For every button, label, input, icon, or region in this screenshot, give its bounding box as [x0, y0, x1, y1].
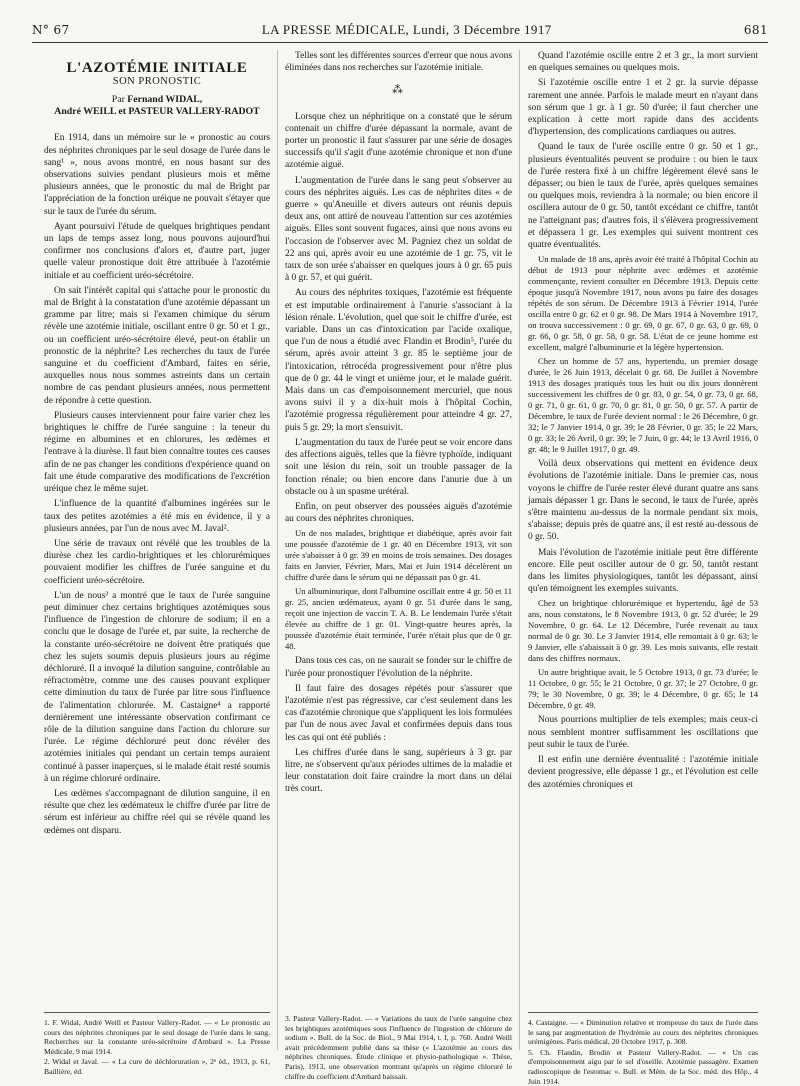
paragraph: On sait l'intérêt capital qui s'attache pour le pronostic du mal de Bright à la constatation d'une azotémie dépassant un gramme par litre; mais si l'examen chimique du sérum révèle une azotémie initiale, oscillant entre 0 gr. 50 et 1 gr., ou un coefficient uréo-sécrétoire élevé, peut-on établir un pronostic de la néphrite? Les recherches du taux de l'urée sanguine et du coefficient d'Ambard, faites en série, auxquelles nous nous sommes astreints dans un certain nombre de cas pendant plusieurs années, nous permettent de répondre à cette question.: [44, 285, 270, 406]
authors-line-1: Fernand WIDAL,: [127, 94, 203, 106]
footnote: 4. Castaigne. — « Diminution relative et trompeuse du taux de l'urée dans le sang par augmentation de l'hydrémie au cours des néphrites chroniques urémigènes. Paris médical, 20 Octobre 1917, p. 308.: [528, 1018, 758, 1047]
column-3: [528, 50, 758, 1010]
footnotes-column-1: [44, 1018, 270, 1078]
paragraph: Enfin, on peut observer des poussées aiguës d'azotémie au cours des néphrites chroniques.: [285, 501, 512, 525]
issue-number: N° 67: [32, 23, 70, 37]
paragraph: Telles sont les différentes sources d'erreur que nous avons éliminées dans nos recherches sur l'azotémie initiale.: [285, 51, 512, 74]
case-paragraph: Chez un homme de 57 ans, hypertendu, un premier dosage d'urée, le 26 Juin 1913, décelait 0 gr. 68. De Juillet à Novembre 1913 des dosages pratiqués tous les huit ou dix jours donnèrent successivement les chiffres de 0 gr. 83, 0 gr. 54, 0 gr. 73, 0 gr. 68, 0 gr. 71, 0 gr. 61, 0 gr. 70, 0 gr. 81, 0 gr. 50, 0 gr. 57. A partir de Décembre, le taux de l'urée devient normal : le 26 Décembre, 0 gr. 32; le 7 Janvier 1914, 0 gr. 39; le 28 Février, 0 gr. 35; le 22 Mars, 0 gr. 33; le 26 Avril, 0 gr. 39; le 7 Juin, 0 gr. 44; le 13 Avril 1916, 0 gr. 48; le 9 Juillet 1917, 0 gr. 49.: [528, 356, 758, 455]
case-paragraph: Un malade de 18 ans, après avoir été traité à l'hôpital Cochin au début de 1913 pour néphrite avec œdèmes et azotémie commençante, revient consulter en Décembre 1913. Depuis cette époque jusqu'à Novembre 1917, nous avons pu faire des dosages répétés de son sérum. De Décembre 1913 à Février 1914, l'urée oscilla entre 0 gr. 62 et 0 gr. 98. De Mars 1914 à Novembre 1917, on trouva successivement : 0 gr. 69, 0 gr. 67, 0 gr. 63, 0 gr. 69, 0 gr. 66, 0 gr. 58, 0 gr. 58, 0 gr. 58. L'état de ce jeune homme est excellent, malgré l'albuminurie et la légère hypertension.: [528, 254, 758, 353]
paragraph: Les chiffres d'urée dans le sang, supérieurs à 3 gr. par litre, ne s'observent qu'aux périodes ultimes de la maladie et leur constatation doit faire craindre la mort dans un délai très court.: [285, 747, 512, 795]
authors-by: Par: [111, 94, 125, 106]
paragraph: Quand le taux de l'urée oscille entre 0 gr. 50 et 1 gr., plusieurs éventualités peuvent se produire : ou bien le taux de l'urée restera fixé à un chiffre légèrement élevé sans le dépasser; ou bien le taux de l'urée, après quelques semaines ou quelques mois, reviendra à la normale; ou bien encore il oscillera autour de 0 gr. 50, tantôt excédant ce chiffre, tantôt ne l'atteignant pas; d'autres fois, il s'élèvera progressivement et dépassera 1 gr. Les exemples qui suivent montrent ces quatre éventualités.: [528, 142, 758, 251]
case-paragraph: Chez un brightique chlorurémique et hypertendu, âgé de 53 ans, nous constatons, le 8 Novembre 1913, 0 gr. 52 d'urée; le 29 Novembre, 0 gr. 64. Le 12 Décembre, l'urée revenait au taux normal de 0 gr. 30. Le 3 Janvier 1914, elle remontait à 0 gr. 63; le 9 Janvier, elle s'abaissait à 0 gr. 39. Les mois suivants, elle restait dans des chiffres normaux.: [528, 598, 758, 664]
case-paragraph: Un autre brightique avait, le 5 Octobre 1913, 0 gr. 73 d'urée; le 11 Octobre, 0 gr. 55; le 21 Octobre, 0 gr. 37; le 27 Octobre, 0 gr. 79; le 30 Novembre, 0 gr. 39; le 4 Décembre, 0 gr. 65; le 14 Décembre, 0 gr. 49.: [528, 667, 758, 711]
footnote-rule: [528, 1012, 758, 1013]
paragraph: Mais l'évolution de l'azotémie initiale peut être différente encore. Elle peut osciller autour de 0 gr. 50, tantôt restant dans les limites physiologiques, tantôt les dépassant, ainsi qu'en témoignent les exemples suivants.: [528, 547, 758, 595]
article-title: L'AZOTÉMIE INITIALE: [66, 60, 248, 76]
paragraph: Plusieurs causes interviennent pour faire varier chez les brightiques le chiffre de l'urée sanguine : la teneur du régime en albumines et en chlorures, les œdèmes et l'entrave à la diurèse. Il faut bien connaître toutes ces causes afin de ne pas changer les conditions d'expérience quand on fait une étude comparative des modifications de l'excrétion uréique chez le même sujet.: [44, 410, 270, 495]
paragraph: En 1914, dans un mémoire sur le « pronostic au cours des néphrites chroniques par le seul dosage de l'urée dans le sang¹ », nous avons montré, en nous basant sur des observations suivies pendant plusieurs mois et même plusieurs années, que le pronostic du mal de Bright par l'appréciation de la fonction uréique ne pouvait s'étayer que sur le taux de l'urée du sérum.: [44, 133, 270, 217]
paragraph: Ayant poursuivi l'étude de quelques brightiques pendant un laps de temps assez long, nous pouvons aujourd'hui confirmer nos conclusions d'alors et, d'autre part, juger quelle valeur pronostique doit être attribuée à l'azotémie initiale et au coefficient uréo-sécrétoire.: [44, 221, 270, 281]
paragraph: Il est enfin une dernière éventualité : l'azotémie initiale devient progressive, elle dépasse 1 gr., et l'évolution est celle des azotémies chroniques et: [528, 755, 758, 790]
paragraph: Lorsque chez un néphritique on a constaté que le sérum contenait un chiffre d'urée dépassant la normale, avant de porter un pronostic il faut s'assurer par une série de dosages successifs qu'il s'agit d'une azotémie chronique et non d'une azotémie aiguë.: [285, 111, 512, 171]
paragraph: Dans tous ces cas, on ne saurait se fonder sur le chiffre de l'urée pour pronostiquer l'évolution de la néphrite.: [285, 656, 512, 679]
column-divider: [277, 50, 278, 1050]
case-paragraph: Un albuminurique, dont l'albumine oscillait entre 4 gr. 50 et 11 gr. 25, ancien œdémateux, ayant 0 gr. 51 d'urée dans le sang, reçoit une injection de vaccin T. A. B. Le lendemain l'urée s'était élevée au chiffre de 1 gr. 01. Vingt-quatre heures après, la poussée d'azotémie était terminée, l'urée n'était plus que de 0 gr. 48.: [285, 586, 512, 652]
paragraph: Au cours des néphrites toxiques, l'azotémie est fréquente et est imputable ordinairement à l'anurie s'associant à la lésion rénale. L'évolution, quel que soit le chiffre d'urée, est variable. Dans un cas d'intoxication par l'acide oxalique, que l'un de nous a étudié avec Flandin et Brodin⁵, l'urée du sérum, après avoir atteint 3 gr. 85 le septième jour de l'intoxication, rétrocéda progressivement pour n'être plus que de 0 gr. 44 le vingt et unième jour, et le malade guérit. Mais dans un cas d'empoisonnement mercuriel, que nous avons suivi il y a dix-huit mois à l'hôpital Cochin, l'azotémie progressa régulièrement pour atteindre 4 gr. 27, puis 5 gr. 29; la mort s'ensuivit.: [285, 288, 512, 433]
section-separator: ⁂: [392, 84, 405, 97]
paragraph: L'augmentation de l'urée dans le sang peut s'observer au cours des néphrites aiguës. Les cas de néphrites dites « de guerre » qu'Aneuille et divers auteurs ont réunis depuis deux ans, ont attiré de nouveau l'attention sur ces azotémies aiguës. Elles sont souvent fugaces, ainsi que nous avons eu l'occasion de l'observer avec M. Pagniez chez un soldat de 22 ans qui, après avoir eu une azotémie de 1 gr. 75, vit le taux de son urée s'abaisser en quelques jours à 0 gr. 65 puis à 0 gr. 57, et qui guérit.: [285, 175, 512, 284]
paragraph: L'augmentation du taux de l'urée peut se voir encore dans des affections aiguës, telles que la fièvre typhoïde, indiquant soit une lésion du rein, soit un trouble passager de la fonction rénale; ou bien encore dans l'anurie due à un obstacle ou à un spasme urétéral.: [285, 437, 512, 497]
masthead: LA PRESSE MÉDICALE, Lundi, 3 Décembre 1917: [261, 22, 552, 37]
footnotes-column-2: [285, 1014, 512, 1081]
paragraph: Quand l'azotémie oscille entre 2 et 3 gr., la mort survient en quelques semaines ou quelques mois.: [528, 51, 758, 74]
page-header: [32, 22, 768, 40]
footnotes-column-3: [528, 1018, 758, 1086]
column-divider: [519, 50, 520, 1050]
footnote: 1. F. Widal, André Weill et Pasteur Vallery-Radot. — « Le pronostic au cours des néphrites chroniques par le seul dosage de l'urée dans le sang. Recherches sur la constante uréo-sécrétoire d'Ambard ». La Presse Médicale, 9 mai 1914.: [44, 1018, 270, 1056]
paragraph: Si l'azotémie oscille entre 1 et 2 gr. la survie dépasse rarement une année. Parfois le malade meurt en n'ayant dans son sérum que 1 gr. à 1 gr. 50 d'urée; il faut chercher une explication à cette mort rapide dans des accidents d'hypertension, des complications cardiaques ou autres.: [528, 78, 758, 138]
page-number: 681: [743, 23, 768, 37]
footnote: 3. Pasteur Vallery-Radot. — « Variations du taux de l'urée sanguine chez les brightiques azotémiques sous l'influence de l'ingestion de chlorure de sodium ». Bull. de la Soc. de Biol., 9 Mai 1914, t. I, p. 760. André Weill avait précédemment publié dans sa thèse (« L'azotémie au cours des néphrites chroniques. Étude clinique et physio-pathologique ». Thèse, Paris), 1913, une observation montrant qu'après un régime chloruré le chiffre du coefficient d'Ambard baissait.: [285, 1014, 512, 1081]
footnote: 2. Widal et Javal. — « La cure de déchloruration », 2ᵉ éd., 1913, p. 61, Baillière, éd.: [44, 1057, 270, 1076]
column-1: [44, 50, 270, 1010]
footnote: 5. Ch. Flandin, Brodin et Pasteur Vallery-Radot. — « Un cas d'empoisonnement aigu par le sel d'oseille. Azotémie passagère. Examen radioscopique de l'estomac ». Bull. et Mém. de la Soc. méd. des Hôp., 4 Juin 1914.: [528, 1047, 758, 1086]
footnote-rule: [44, 1012, 270, 1013]
paragraph: Les œdèmes s'accompagnant de dilution sanguine, il en résulte que chez les œdémateux le chiffre d'urée par litre de sérum est inférieur au chiffre réel qui se révèle quand les œdèmes ont disparu.: [44, 788, 270, 836]
paragraph: Voilà deux observations qui mettent en évidence deux évolutions de l'azotémie initiale. Dans le premier cas, nous voyons le chiffre de l'urée rester élevé durant quatre ans sans jamais dépasser 1 gr. Dans le second, le taux de l'urée, après s'être maintenu au-dessus de la normale pendant six mois, s'abaisse; depuis près de quatre ans, il est resté au-dessous de 0 gr. 50.: [528, 459, 758, 543]
header-rule: [32, 42, 768, 43]
column-2: [285, 50, 512, 1010]
article-authors: [44, 94, 270, 118]
case-paragraph: Un de nos malades, brightique et diabétique, après avoir fait une poussée d'azotémie de 1 gr. 40 en Décembre 1913, vit son urée s'abaisser à 0 gr. 39 en moins de trois semaines. Des dosages faits en Janvier, Février, Mars, Mai et Juin 1914 décelèrent un chiffre d'urée dans le sérum qui ne dépassait pas 0 gr. 41.: [285, 528, 512, 583]
authors-line-2: André WEILL et PASTEUR VALLERY-RADOT: [54, 106, 260, 118]
paragraph: Il faut faire des dosages répétés pour s'assurer que l'azotémie n'est pas régressive, car c'est seulement dans les cas d'azotémie chronique que s'appliquent les lois formulées par l'un de nous avec Javal et confirmées depuis dans tous les cas qui ont été publiés :: [285, 683, 512, 743]
paragraph: L'influence de la quantité d'albumines ingérées sur le taux des petites azotémies a été mis en évidence, il y a plusieurs années, par l'un de nous avec M. Javal².: [44, 499, 270, 534]
paragraph: Une série de travaux ont révélé que les troubles de la diurèse chez les cardio-brightiques et les chlorurémiques pouvaient modifier les chiffres de l'urée sanguine et du coefficient uréo-sécrétoire.: [44, 538, 270, 586]
paragraph: L'un de nous³ a montré que le taux de l'urée sanguine peut diminuer chez certains brightiques azotémiques sous l'influence de l'ingestion de chlorure de sodium; il en a conclu que le dosage de l'urée et, par suite, la recherche de la constante uréo-sécrétoire ne doivent être pratiqués que chez les sujets soumis depuis plusieurs jours au régime déchloruré. Il a invoqué la dilution sanguine, contrôlable au réfractomètre, comme une des causes pouvant expliquer cette diminution du taux de l'urée par litre sous l'influence de l'alimentation chlorurée. M. Castaigne⁴ a rapporté dernièrement une intéressante observation confirmant ce rôle de la dilution sanguine dans l'action du chlorure sur l'urée. Le régime déchloruré peut donc révéler des azotémies initiales qui pendant un certain temps auraient continué à passer inaperçues, si le malade était resté soumis à un régime chloruré ordinaire.: [44, 590, 270, 784]
article-subtitle: SON PRONOSTIC: [112, 76, 202, 88]
paragraph: Nous pourrions multiplier de tels exemples; mais ceux-ci nous semblent montrer suffisamment les oscillations que peut subir le taux de l'urée.: [528, 715, 758, 750]
